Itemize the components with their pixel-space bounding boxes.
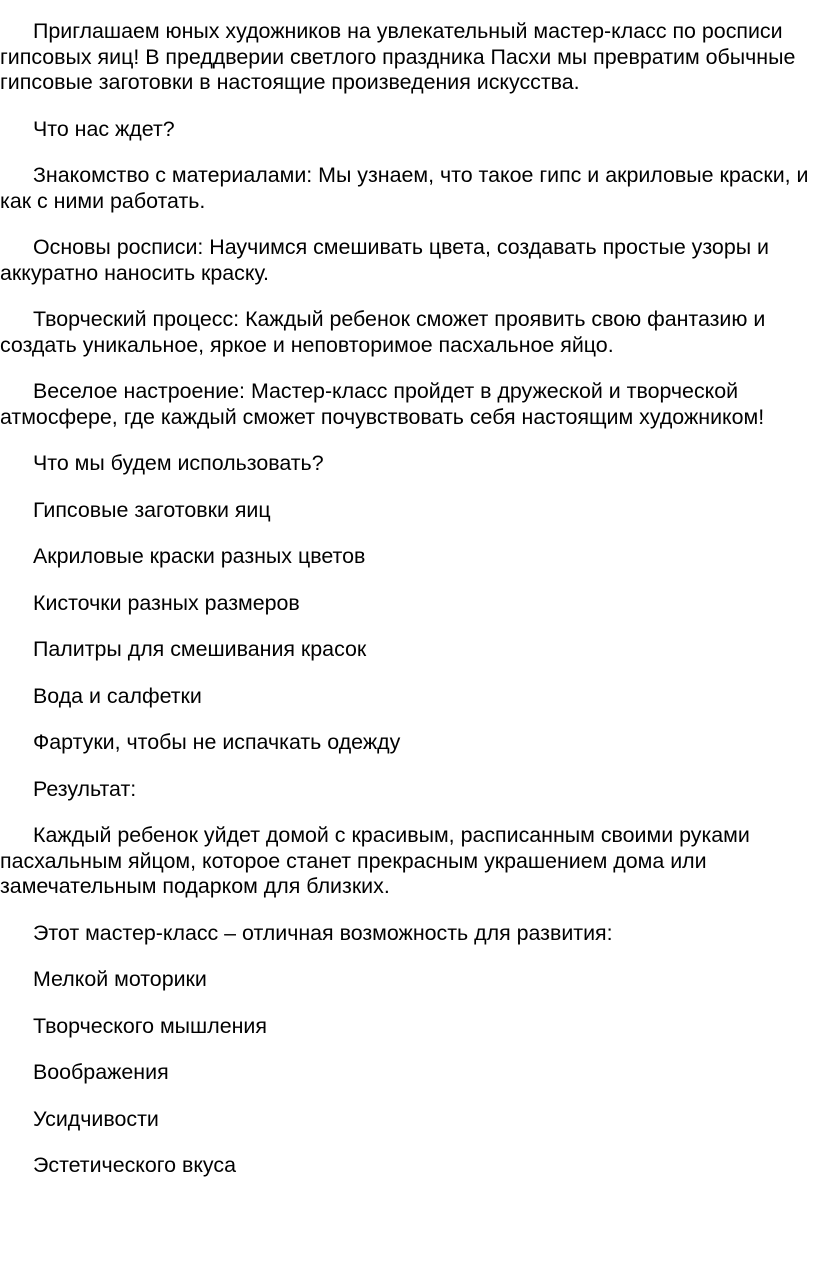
development-heading: Этот мастер-класс – отличная возможность для развития:: [33, 920, 613, 945]
creative-process-paragraph: Творческий процесс: Каждый ребенок сможет проявить свою фантазию и создать уникальное, яркое и неповторимое пасхальное яйцо.: [0, 307, 766, 357]
supply-item: Гипсовые заготовки яиц: [33, 497, 271, 522]
development-item: Творческого мышления: [33, 1013, 267, 1038]
result-heading: Результат:: [33, 776, 137, 801]
intro-paragraph: Приглашаем юных художников на увлекательный мастер-класс по росписи гипсовых яиц! В преддверии светлого праздника Пасхи мы превратим обычные гипсовые заготовки в настоящие произведения искусства.: [0, 19, 796, 94]
painting-basics-paragraph: Основы росписи: Научимся смешивать цвета, создавать простые узоры и аккуратно наносить краску.: [0, 235, 769, 285]
supplies-heading: Что мы будем использовать?: [33, 451, 324, 475]
development-item: Эстетического вкуса: [33, 1153, 236, 1177]
materials-paragraph: Знакомство с материалами: Мы узнаем, что такое гипс и акриловые краски, и как с ними работать.: [0, 163, 809, 213]
supply-item: Акриловые краски разных цветов: [33, 544, 366, 568]
document-page: [0, 19, 812, 1200]
what-awaits-heading: Что нас ждет?: [33, 116, 175, 141]
mood-paragraph: Веселое настроение: Мастер-класс пройдет в дружеской и творческой атмосфере, где каждый сможет почувствовать себя настоящим художником!: [0, 379, 765, 429]
supply-item: Палитры для смешивания красок: [33, 637, 367, 661]
development-item: Мелкой моторики: [33, 967, 207, 991]
result-paragraph: Каждый ребенок уйдет домой с красивым, расписанным своими руками пасхальным яйцом, которое станет прекрасным украшением дома или замечательным подарком для близких.: [0, 823, 750, 898]
supply-item: Вода и салфетки: [33, 683, 202, 708]
development-item: Воображения: [33, 1060, 169, 1084]
development-item: Усидчивости: [33, 1106, 159, 1131]
supply-item: Фартуки, чтобы не испачкать одежду: [33, 730, 401, 754]
supply-item: Кисточки разных размеров: [33, 590, 300, 615]
